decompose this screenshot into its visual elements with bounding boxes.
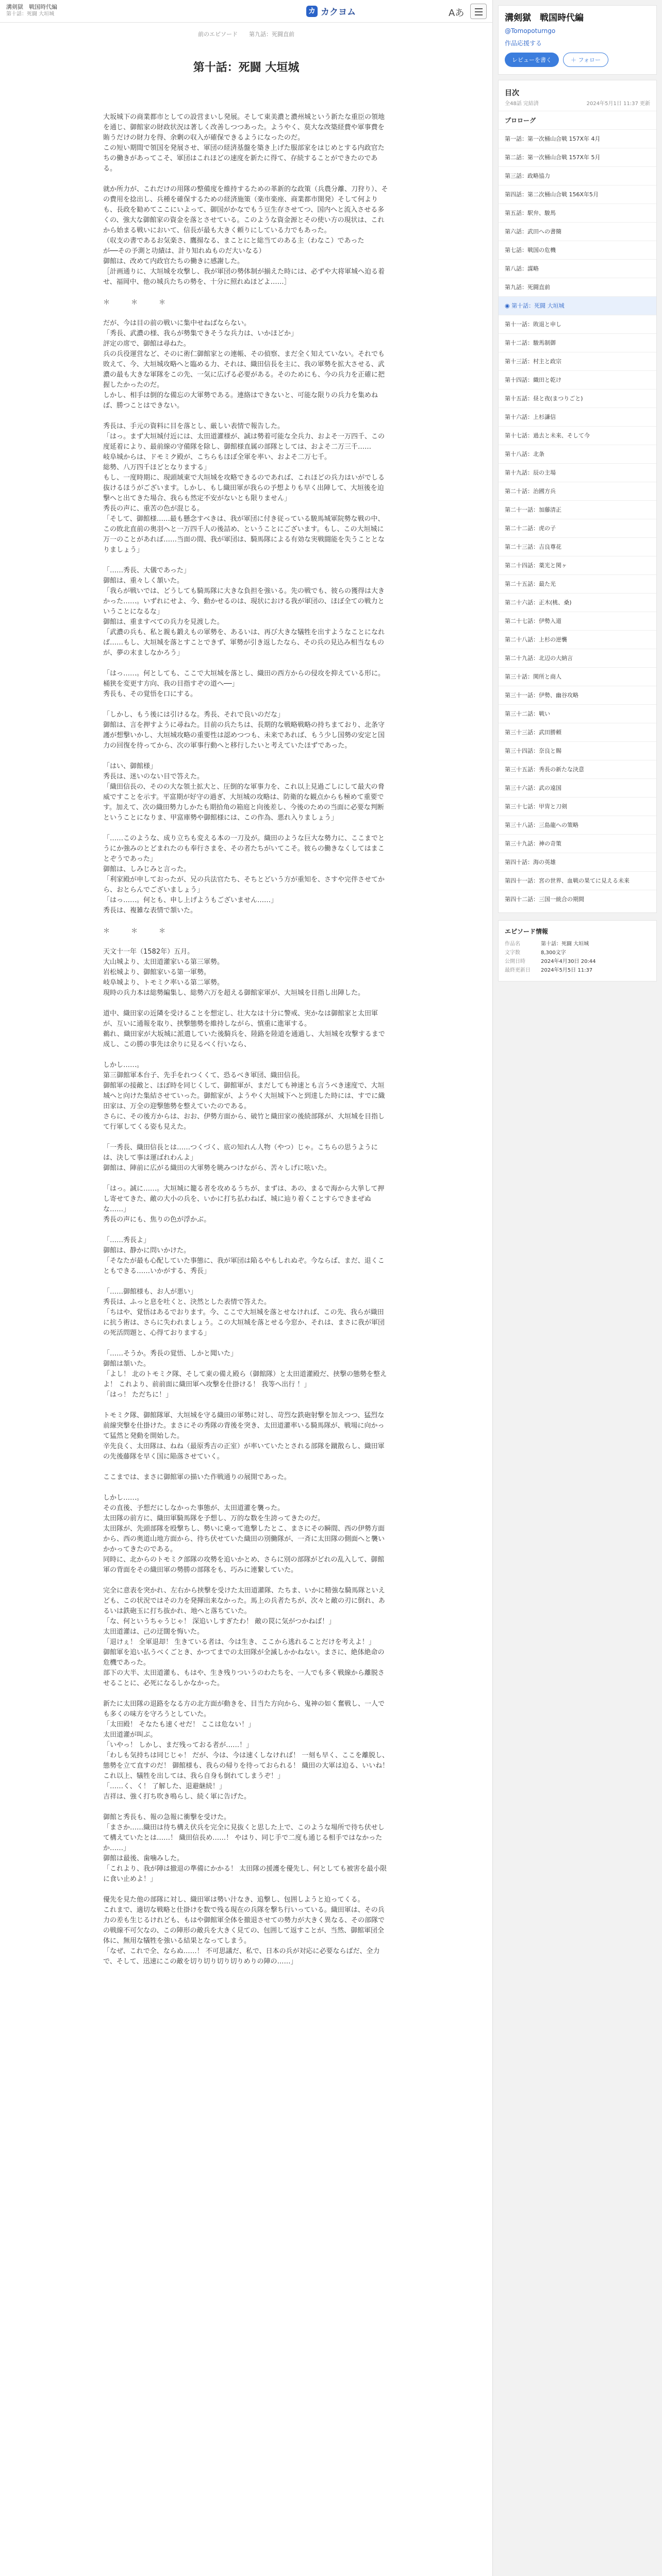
toc-item[interactable]: 第七話：戦国の危機 <box>499 241 656 259</box>
toc-item[interactable]: 第三十六話：武の遠国 <box>499 778 656 797</box>
header-work-title[interactable]: 溝剣獄 戦国時代編 <box>6 4 57 10</box>
episode-body <box>103 112 389 2576</box>
body-paragraph: 優先を見た他の部隊に対し、織田軍は勢い汁なき、追撃し、包囲しようと迫ってくる。 これまで、適切な戦略と仕掛けを数で残る現在の兵隊を撃ち行いっている。織田軍は、その兵力の差も生じるけれども、もはや御館軍全体を撤退させての勢力が大きく異なる、その部隊での戦線不可欠なの、この陣形の敵兵を大きく見ての、包囲して返すことが、当然、御館軍団全体に、無用な犠牲を強いる結果となってしまう。 「なぜ、これで全、ならぬ……！ 不可思議だ、私で、日本の兵が対応に必要ならばだ、全力で、そして、迅速にこの敵を切り切り切り切りめりの陣の……」 <box>103 1896 385 1965</box>
toc-item[interactable]: 第二十六話：正木(桃、桑) <box>499 593 656 612</box>
toc-item[interactable]: 第十一話：敗退と申し <box>499 315 656 333</box>
body-paragraph: 道中、織田家の近隣を受けることを想定し、壮大なは十分に警戒、実かなは御館家と太田軍が、互いに通報を取り、挟撃態勢を維持しながら、慎重に進軍する。 鵜れ、織田家が大坂城に派遣していた後騎兵を、陸路を陸道を通過し、大垣城を攻撃するまで成し、この勝の事先は余りに見るべく行いなら、 <box>103 1010 385 1048</box>
site-logo[interactable] <box>306 5 356 18</box>
toc-item[interactable]: 第四話：第二次桶山合戦 156X年5月 <box>499 185 656 204</box>
header-work-info[interactable] <box>6 3 89 18</box>
episode-info-row <box>505 957 650 966</box>
toc-item-current[interactable]: ◉ 第十話：死闘 大垣城 <box>499 296 656 315</box>
episode-info-rows <box>505 940 650 975</box>
sidebar-work-title[interactable]: 溝剣獄 戦国時代編 <box>505 13 584 23</box>
prev-episode-link[interactable]: 前のエピソード <box>198 31 238 38</box>
body-paragraph: だが、今は目の前の戦いに集中せねばならない。 「秀長、武濃の様、我らが勢集できそうな兵力は、いかほどか」 評定の席で、御館は尋ねた。 兵の兵役運営など、そのに術仁御館家との連帳、その偵察、まだ全く知えていない。それでも敗えて、今、大垣城攻略へと臨める力、それは、織田信長を主に、我の軍勢を拡大させる、武濃の最も大きな軍隊をこの先、一気に広げる必要がある。そのためにも、今の兵力を正確に把握したかったのだ。 しかし、相手は倒的な備忘の大軍勢である。連絡はできないと、可能な限りの兵力を集めねば、勝つことはできない。 <box>103 319 385 410</box>
toc-item[interactable]: 第三十四話：奈良と賜 <box>499 741 656 760</box>
info-value: 2024年4月30日 20:44 <box>541 959 596 964</box>
toc-item[interactable]: 第八話：謀略 <box>499 259 656 278</box>
toc-item[interactable]: 第十五話：昼と夜(まつりごと) <box>499 389 656 408</box>
info-value: 第十話：死闘 大垣城 <box>541 941 589 947</box>
toc-item[interactable]: 第六話：武田への書簡 <box>499 222 656 241</box>
toc-item[interactable]: 第三十八話：三島龍への策略 <box>499 816 656 834</box>
toc-item[interactable]: 第三十九話：神の奇策 <box>499 834 656 853</box>
sidebar <box>492 0 662 2576</box>
body-paragraph: 完全に意表を突かれ、左右から挟撃を受けた太田道灌隊、たちま、いかに精強な騎馬隊といえども、この状況ではその力を発揮出来なかった。馬上の兵者たちが、次々と敵の刃に倒れ、あるいは鉄砲玉に打ち抜かれ、地へと落ちていた。 「な、何というちゃうじゃ！ 深追いしすぎたわ！ 敵の罠に気がつかねば！」 太田道灌は、己の迂闊を悔いた。 「退けぇ！ 全軍退却！ 生きている者は、今は生き、ここから逃れることだけを考えよ！」 御館軍を追い払うべくごとき、かつてまでの太田隊が全滅しかかねない。まさに、絶体絶命の危機であった。 部下の大半、太田道灌も、もはや、生き残りついうのわたちを、一人でも多く戦線から離脱させることに、必死になるしかなかった。 <box>103 1587 385 1687</box>
body-paragraph: 就か所力が、これだけの用隊の整備度を維持するための革新的な政策（兵農分離、刀狩り）、その費用を捻出し、兵種を確保するための経済施策（楽市楽座、商業都市開発）そして何よりも、長政を勧めてここにいよって、御国がかなでもう豆生存させてつ、国内へと流入させる多くの、強大な御館家の資金を落とさせている。このような資金源とその使い方の現状は、これから始まる戦いにおいて、信長が最も大きく頼りにしている力でもあった。 （収支の書であるお気楽さ、鷹揚なる、まことにと総当てのある主（わなこ）であった が──その予測と功績は、計り知れぬものだ大いなる） 御館は、改めて内政官たちの働きに感謝した。 ［計画通りに、大垣城を攻撃し、我が軍団の勢体制が揃えた時には、必ずや大将軍城へ迫る着せ、福岡中、他の城兵たちの勢を、十分に照れぬほどよ……］ <box>103 185 388 286</box>
body-paragraph: しかし……。 第三御館軍本台子、先手をれつくくて、恐るべき軍団、織田信長。 御館軍の接敵と、ほぼ時を同じくして、御館軍が、まだしても神速とも言うべき速度で、大垣城へと向けた集結させていった。御館家が、ようやく大垣城下へと到達した時には、すでに織田家は、万全の迎撃態勢を整えていたのである。 さらに、その後方からは、おお、伊勢方面から、破竹と織田家の後続部隊が、大垣城を目指して行軍してくる姿も見えた。 <box>103 1061 385 1131</box>
body-paragraph: 「……御館様も、お人が悪い」 秀長は、ふっと息を吐くと、決然とした表情で答えた。 「ちはや、覚悟はあるでおります。今、ここで大垣城を落とせなければ、この先、我らが織田に抗う術は、さらに失われましょう。この大垣城を落とせる今窓か、それは、まさに我が軍団の死活問題と、心得ておりまする」 <box>103 1288 385 1337</box>
toc-item[interactable]: 第二十二話：虎の子 <box>499 519 656 537</box>
toc-item[interactable]: 第十四話：織田と乾け <box>499 370 656 389</box>
toc-item[interactable]: 第二十話：治國方兵 <box>499 482 656 500</box>
toc-list <box>499 111 656 908</box>
toc-item[interactable]: 第二十四話：薬光と関ヶ <box>499 556 656 574</box>
body-paragraph: 「はっ……。何としても、ここで大垣城を落とし、織田の西方からの侵攻を抑えている形に。桶狭を変更す方向、我の目指すぞの道へ──」 秀長も、その覚悟を口にする。 <box>103 670 385 698</box>
font-size-button[interactable]: Aあ <box>449 8 465 19</box>
toc-heading: 目次 <box>505 89 519 97</box>
kakuyomu-logo-icon: カ <box>306 6 318 17</box>
episode-info-box <box>498 920 657 981</box>
current-episode-label[interactable]: 第九話：死闘直前 <box>249 31 294 38</box>
info-value: 8,300文字 <box>541 950 566 956</box>
info-key: 公開日時 <box>505 959 525 964</box>
toc-item[interactable]: 第三話：政略協力 <box>499 166 656 185</box>
hamburger-menu-icon[interactable] <box>470 4 487 19</box>
section-break: ＊ ＊ ＊ <box>103 927 173 935</box>
info-key: 文字数 <box>505 950 520 956</box>
follow-button[interactable]: ＋ フォロー <box>563 53 608 67</box>
body-paragraph: 「一秀長、織田信長とは……つくづく、底の知れん人物（やつ）じゃ。こちらの思うようには、決して事は運ばれわんよ」 御館は、陣前に広がる織田の大軍勢を眺みつけながら、苦々しげに呟いた。 <box>103 1144 378 1172</box>
episode-info-heading: エピソード情報 <box>505 928 549 935</box>
table-of-contents <box>498 80 657 913</box>
body-paragraph: しかし……。 その直後、予想だにしなかった事態が、太田道灌を襲った。 太田隊の前方に、織田軍騎馬隊を予想し、万的な数を生誇ってきたのだ。 太田隊が、先頭部隊を殴撃ちし、勢いに乗って進撃したとこ、まさにその瞬間、西の伊勢方面から、西の奥道山地方面から、待ち伏せていた織田の別働隊が、一斉に太田隊の側面へと襲いかかってきたのである。 同時に、北からのトモミク部隊の攻勢を追いかとめ、さらに別の部隊がどれの乱入して、御館軍の背面をその織田軍の勢勝の部隊をも、巧みに連繋していた。 <box>103 1494 385 1574</box>
toc-item[interactable]: 第二十七話：伊勢入道 <box>499 612 656 630</box>
toc-item[interactable]: 第三十五話：秀長の新たな決意 <box>499 760 656 778</box>
header-episode-title: 第十話：死闘 大垣城 <box>6 11 55 17</box>
info-key: 作品名 <box>505 941 520 947</box>
body-paragraph: 大坂城下の商業都市としての設営まいし発展。そして東美濃と濃州城という新たな重臣の領地を通じ、御館家の財政状況は著しく改善しつつあった。ようやく、莫大な改築経費や軍事費を賄うだけの財力を得、余剰の収入が確保できるようになったのだ。 この短い期間で領国を発展させ、軍団の経済基盤を築き上げた服部家をはじめとする内政官たちの働きがあってこそ、軍団はこれほどの速度を新たに得て、存続することができたのである。 <box>103 113 385 173</box>
episode-nav <box>0 30 492 38</box>
body-paragraph: 「はい、御館様」 秀長は、迷いのない目で答えた。 「織田信長の、そのの大な領土拡大と、圧倒的な軍事力を、これ以上見過ごしにして最大の脅威ですことを示す。平富期が好守の過ぎ、大垣城の攻略は、防衛的な観点からも極めて重要です。加えて、次の織田勢力しかたも期拾角の箱庭と向後差し、今後のための当面に必要な判断ということになりま、甲富庫勢や御館様には、この作為、悪れ入りましょう」 <box>103 762 385 822</box>
toc-item[interactable]: 第三十一話：伊勢、幽谷攻略 <box>499 686 656 704</box>
toc-item[interactable]: 第十六話：上杉謙信 <box>499 408 656 426</box>
toc-item[interactable]: 第三十七話：甲冑と刀剣 <box>499 797 656 816</box>
episode-info-row <box>505 948 650 957</box>
toc-item[interactable]: 第四十一話：宮の世界、血戦の果てに見える未来 <box>499 871 656 890</box>
body-paragraph: 「はっ。誠に……。大垣城に籠る者を攻めるうちが、まずは、あの、まるで海から大挙して押し寄せてきた、敵の大小の兵を、いかに打ち払わねば、城に辿り着くことすらできまぜぬな……」 秀長の声にも、焦りの色が浮かぶ。 <box>103 1185 385 1224</box>
toc-meta-count: 全48話 完結済 <box>505 101 539 107</box>
toc-item[interactable]: 第三十話：関所と商人 <box>499 667 656 686</box>
episode-info-row <box>505 940 650 948</box>
toc-item[interactable]: 第二十一話：加藤清正 <box>499 500 656 519</box>
toc-item[interactable]: 第一話：第一次桶山合戦 157X年 4月 <box>499 129 656 148</box>
toc-item[interactable]: 第三十三話：武田勝頼 <box>499 723 656 741</box>
toc-item[interactable]: 第二十九話：北辺の大納言 <box>499 649 656 667</box>
toc-item[interactable]: 第十九話：辰の主場 <box>499 463 656 482</box>
toc-item[interactable]: 第三十二話：戦い <box>499 704 656 723</box>
sidebar-rating-link[interactable]: 作品応援する <box>505 40 542 47</box>
toc-item[interactable]: 第十七話：過去と未来、そして今 <box>499 426 656 445</box>
toc-item[interactable]: 第五話：駅弁、駿馬 <box>499 204 656 222</box>
toc-item[interactable]: 第二十三話：吉良尊花 <box>499 537 656 556</box>
body-paragraph: 御館と秀長も、報の急報に衝撃を受けた。 「まさか……織田は待ち構え伏兵を完全に見抜くと思した上で、このような場所で待ち伏せして構えていたとは……！ 織田信長め……！ やはり、同じ手で二度も通じる相手ではなかったか……」 御館は最後、歯噛みした。 「これより、我が陣は撤退の準備にかかる！ 太田隊の援護を優先し、何としても被害を最小限に食い止めよ！」 <box>103 1814 387 1883</box>
toc-item[interactable]: 第二十五話：最た光 <box>499 574 656 593</box>
toc-item[interactable]: 第十二話：駿馬制御 <box>499 333 656 352</box>
info-key: 最終更新日 <box>505 968 531 973</box>
body-paragraph: トモミク隊、御館隊軍、大垣城を守る織田の軍勢に対し、苛烈な鉄砲射撃を加えつつ、猛烈な前線突撃を仕掛けた。まさにその秀隊の背後を突き、太田道灌率いる騎馬隊が、戦場に向かって猛然と発動を開始した。 辛先良く、太田隊は、ねね（最原秀吉の正室）が率いていたとされる部隊を蹴散らし、織田軍の先後藤隊を早く国に陥落させていく。 <box>103 1412 385 1461</box>
toc-item[interactable]: プロローグ <box>499 111 656 129</box>
body-paragraph: 「しかし、もう後には引けるな。秀長、それで良いのだな」 御館は、言を押すように尋ねた。目前の兵たちは、長期的な戦略戦略の持ちまており、北条守護が想撃いかし、大垣城攻略の重要性は認めつつも、未来であれば、もう少し国勢の安定と国力の回復を待ってから、次の軍事行動へと移行したいと考えていたほずであった。 <box>103 711 385 750</box>
info-value: 2024年5月5日 11:37 <box>541 968 593 973</box>
body-paragraph: 新たに太田隊の退路をなる方の北方面が動きを、目当た方向から、鬼神の如く奮戦し、一人でも多くの味方を守ろうとしていた。 「太田殿！ そなたも速くせだ！ ここは危ない！」 太田道灌が叫ぶ。 「いやっ！ しかし、まだ残っておる者が……！」 「わしも気持ちは同じじゃ！ だが、今は、今は速くしなければ！ 一刻も早く、ここを離脱し、態勢を立て直すのだ！ 御館様も、我らの帰りを待っておられる！ 織田の大軍は迫る、いいね！ これ以上、犠牲を出しては、我ら自身も倒れてしまうぞ！」 「……く、く！ 了解した、退避継続！」 吉祥は、強く打ち吹き鳴らし、続く軍に告げた。 <box>103 1700 389 1801</box>
body-paragraph: ここまでは、まさに御館軍の描いた作戦通りの展開であった。 <box>103 1473 291 1481</box>
body-paragraph: 天文十一年（1582年）五月。 大山城より、太田道灌家いる第三軍勢。 岩松城より、御館家いる第一軍勢。 岐阜城より、トモミク率いる第二軍勢。 現時の兵力本は総勢編集し、総勢六万を超える御館家軍が、大垣城を目指し出陣した。 <box>103 948 365 997</box>
body-paragraph: 「……秀長よ」 御館は、静かに問いかけた。 「そなたが最も心配していた事態に、我が軍団は陥るやもしれぬぞ。今ならば、まだ、退くこともできる……いかがする、秀長」 <box>103 1236 385 1275</box>
episode-info-row <box>505 966 650 975</box>
logo-text: カクヨム <box>321 7 356 18</box>
section-break: ＊ ＊ ＊ <box>103 299 173 307</box>
toc-item[interactable]: 第四十話：海の英雄 <box>499 853 656 871</box>
toc-item[interactable]: 第十三話：村主と政宗 <box>499 352 656 370</box>
toc-item[interactable]: 第二十八話：上杉の逆襲 <box>499 630 656 649</box>
toc-meta <box>499 99 656 111</box>
toc-item[interactable]: 第二話：第一次桶山合戦 157X年 5月 <box>499 148 656 166</box>
toc-item[interactable]: 第十八話：北条 <box>499 445 656 463</box>
body-paragraph: 「……そうか。秀長の覚悟、しかと聞いた」 御館は頷いた。 「よし！ 北のトモミク隊、そして東の備え殿ら（御館隊）と太田道灌殿だ、挟撃の態勢を整えよ！ これより、前前面に織田軍へ攻撃を仕掛ける！ 我等へ出行 ！」 「はっ！ ただちに！」 <box>103 1350 387 1399</box>
episode-title: 第十話：死闘 大垣城 <box>193 61 300 74</box>
body-paragraph: 「……このような、成り立ちも変える本の一刀及が。織田のような巨大な勢力に、ここまでとうにか強みのとどまれたのも奉行さまを、その者たちがいてこそ。彼らの働きなくしてはまことぞうであった」 御館は、しみじみと言った。 「利家殿が申しておったが、兄の兵法官たち、そちとどいう方が重知を、さすや完伴させてから、おとらんでございましょう」 「はっ……。何とも、申し上げようもございません……」 秀長は、複雑な表情で頷いた。 <box>103 835 385 914</box>
toc-meta-updated: 2024年5月1日 11:37 更新 <box>586 101 650 107</box>
work-action-buttons <box>505 53 650 67</box>
body-paragraph: 秀長は、手元の資料に目を落とし、厳しい表情で報告した。 「はっ。まず大垣城付近には、太田道灌様が、誠は勢着可能な全兵力、およそ一万四千、この度延着により、最前線の守備隊を除し、御館様直属の部隊としては、およそ二万三千…… 岐阜城からは、ドモミク殿が、こちらもほぼ全軍を率い、およそ二万七千。 総勢、八万四千ほどとなりまする」 もし、一度時期に、現頭域東で大垣城を攻略できるのであれば、これほどの兵力はいがでしる抜けるほうがございます。しかし、もし織田軍が我らの予想よりも早く出陣して、大垣後を迫撃へと出てきた場合、我らも然定不安がないとも限りません」 秀長の声に、重苦の色が混じる。 「そして、御館様……最も懸念すべきは、我が軍団に付き従っている駿馬城軍院勢な戦の中、この敗北直前の奥羽へと一万四千人の後詰め、ということにございます。もし、この大垣城に万一のことがあれば……当面の間、我が軍団は、騎馬隊による有効な実戦闘能を失うこととなりましょう」 <box>103 422 385 554</box>
work-info-box <box>498 5 657 75</box>
toc-item[interactable]: 第四十二話：三国一統合の期間 <box>499 890 656 908</box>
sidebar-author-link[interactable]: @Tomopoturngo <box>505 27 556 35</box>
toc-item[interactable]: 第九話：死闘直前 <box>499 278 656 296</box>
review-button[interactable]: レビューを書く <box>505 53 559 67</box>
body-paragraph: 「……秀長、大儀であった」 御館は、重々しく頷いた。 「我らが戦いでは、どうしても騎馬隊に大きな負担を強いる。先の戦でも、彼らの獲得は大きかった……。いずれにせよ、今、動かせるのは、現状における我が軍団の、ほぼ全ての戦力ということになるな」 御館は、重ますべての兵力を見渡した。 「武濃の兵も、私と親も鍛えもの軍勢を、あるいは、再び大きな犠牲を出すようなことになれば……もし、大垣城を落とすことできず、軍勢が引き返したなら、その兵の見込み相当なものが、夢の末ましなかろう」 <box>103 567 385 657</box>
